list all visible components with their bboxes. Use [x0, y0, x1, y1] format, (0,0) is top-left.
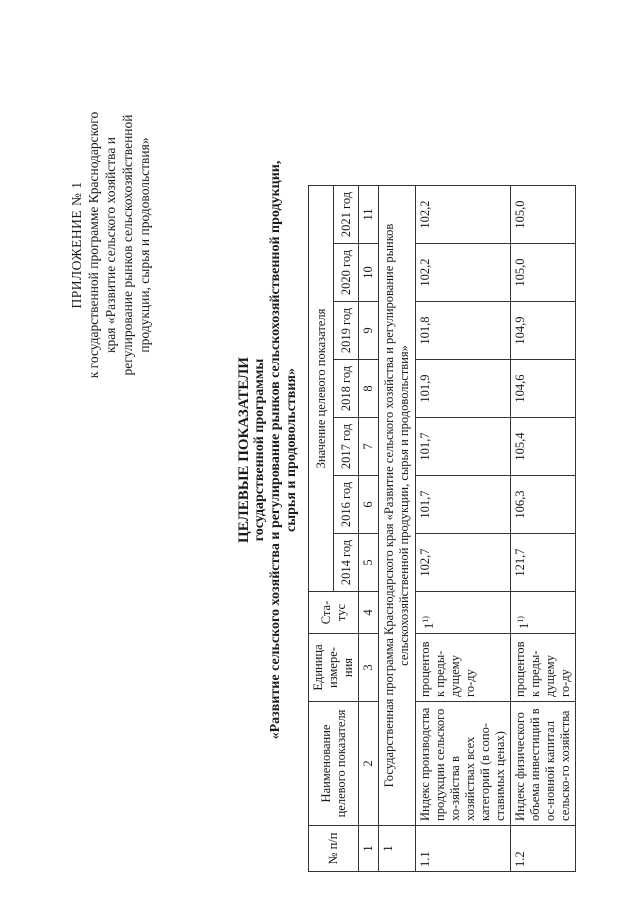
column-number: 1 — [359, 826, 379, 872]
header-year: 2017 год — [334, 418, 359, 476]
header-year: 2021 год — [334, 186, 359, 244]
appendix-title: ПРИЛОЖЕНИЕ № 1 — [69, 181, 84, 309]
row-value: 101,7 — [416, 476, 511, 534]
table-row — [416, 186, 511, 872]
heading-line: сырья и продовольствия» — [284, 368, 299, 532]
appendix-line: края «Развитие сельского хозяйства и — [103, 137, 118, 353]
status-value: 1 — [422, 622, 437, 629]
row-status — [416, 592, 511, 634]
row-value: 102,7 — [416, 534, 511, 592]
header-year: 2019 год — [334, 302, 359, 360]
appendix-block — [68, 55, 153, 435]
column-number: 2 — [359, 702, 379, 826]
row-num: 1.1 — [416, 826, 511, 872]
appendix-line: к государственной программе Краснодарского — [86, 111, 101, 379]
section-row — [379, 186, 416, 872]
row-unit: процентов к преды-дущему го-ду — [511, 634, 576, 702]
row-value: 101,8 — [416, 302, 511, 360]
header-value-group: Значение целевого показателя — [309, 186, 334, 592]
row-status — [511, 592, 576, 634]
row-value: 102,2 — [416, 244, 511, 302]
header-year: 2016 год — [334, 476, 359, 534]
section-title: Государственная программа Краснодарского края «Развитие сельского хозяйства и регулирование рынков сельскохозяйственной продукции, сырья и продовольствия» — [379, 186, 416, 826]
column-numbers-row — [359, 186, 379, 872]
header-year: 2018 год — [334, 360, 359, 418]
row-value: 121,7 — [511, 534, 576, 592]
heading-title: ЦЕЛЕВЫЕ ПОКАЗАТЕЛИ — [236, 357, 252, 543]
row-name: Индекс производства продукции сельского хо-зяйства в хозяйствах всех категорий (в сопо-ставимых ценах) — [416, 702, 511, 826]
row-value: 104,9 — [511, 302, 576, 360]
header-year: 2014 год — [334, 534, 359, 592]
row-value: 105,4 — [511, 418, 576, 476]
table-row — [511, 186, 576, 872]
header-row — [309, 186, 334, 872]
row-value: 104,6 — [511, 360, 576, 418]
column-number: 5 — [359, 534, 379, 592]
row-value: 106,3 — [511, 476, 576, 534]
status-footnote: 1) — [516, 616, 525, 623]
indicators-table-wrap — [308, 185, 576, 872]
status-value: 1 — [517, 622, 532, 629]
column-number: 10 — [359, 244, 379, 302]
heading-line: государственной программы — [252, 358, 267, 542]
appendix-line: продукции, сырья и продовольствия» — [137, 137, 152, 353]
column-number: 8 — [359, 360, 379, 418]
row-num: 1.2 — [511, 826, 576, 872]
row-value: 105,0 — [511, 186, 576, 244]
column-number: 3 — [359, 634, 379, 702]
row-value: 101,7 — [416, 418, 511, 476]
header-year: 2020 год — [334, 244, 359, 302]
column-number: 4 — [359, 592, 379, 634]
row-unit: процентов к преды-дущему го-ду — [416, 634, 511, 702]
column-number: 9 — [359, 302, 379, 360]
column-number: 6 — [359, 476, 379, 534]
header-status: Ста-тус — [309, 592, 359, 634]
document-heading — [236, 155, 300, 745]
row-name: Индекс физического объема инвестиций в ос-новной капитал сельско-го хозяйства — [511, 702, 576, 826]
heading-line: «Развитие сельского хозяйства и регулирование рынков сельскохозяйственной продукции, — [268, 160, 283, 740]
column-number: 7 — [359, 418, 379, 476]
row-value: 102,2 — [416, 186, 511, 244]
indicators-table — [308, 185, 576, 872]
header-num: № п/п — [309, 826, 359, 872]
row-value: 105,0 — [511, 244, 576, 302]
status-footnote: 1) — [421, 616, 430, 623]
header-name: Наименование целевого показателя — [309, 702, 359, 826]
header-unit: Единица измере-ния — [309, 634, 359, 702]
row-value: 101,9 — [416, 360, 511, 418]
column-number: 11 — [359, 186, 379, 244]
section-num: 1 — [379, 826, 416, 872]
appendix-line: регулирование рынков сельскохозяйственной — [120, 114, 135, 376]
